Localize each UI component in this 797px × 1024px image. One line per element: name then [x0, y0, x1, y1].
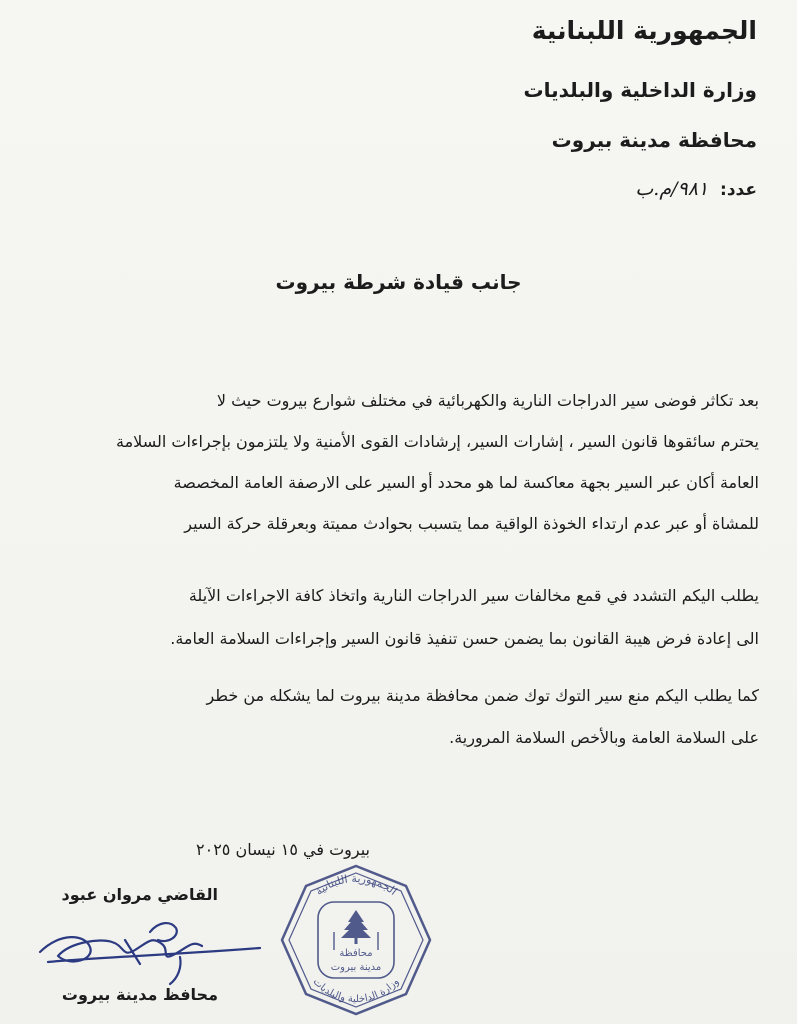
paragraph-line: يحترم سائقوها قانون السير ، إشارات السير، إرشادات القوى الأمنية ولا يلتزمون بإجراءات السلامة — [116, 432, 759, 451]
official-stamp — [276, 860, 436, 1020]
reference-number — [635, 178, 757, 200]
stamp-ring-bottom-text: وزارة الداخلية والبلديات — [310, 976, 402, 1006]
stamp-ring-top-text: الجمهورية اللبنانية — [312, 871, 400, 898]
paragraph-line: للمشاة أو عبر عدم ارتداء الخوذة الواقية مما يتسبب بحوادث مميتة وبعرقلة حركة السير — [184, 514, 759, 533]
paragraph-line: يطلب اليكم التشدد في قمع مخالفات سير الدراجات النارية واتخاذ كافة الاجراءات الآيلة — [188, 586, 759, 605]
paragraph-line: العامة أكان عبر السير بجهة معاكسة لما هو محدد أو السير على الارصفة العامة المخصصة — [173, 473, 759, 492]
signature-mark — [30, 912, 280, 987]
reference-value: ٩٨١/م.ب — [635, 178, 709, 200]
body-paragraph-3 — [29, 675, 759, 759]
body-paragraph-1 — [29, 380, 759, 544]
paragraph-line: كما يطلب اليكم منع سير التوك توك ضمن محافظة مدينة بيروت لما يشكله من خطر — [206, 686, 759, 705]
ministry-heading: وزارة الداخلية والبلديات — [523, 78, 757, 102]
stamp-center-line-1: محافظة — [339, 948, 373, 959]
reference-label: عدد: — [720, 180, 757, 200]
country-heading: الجمهورية اللبنانية — [531, 16, 757, 45]
signer-title: محافظ مدينة بيروت — [61, 985, 218, 1004]
paragraph-line: بعد تكاثر فوضى سير الدراجات النارية والكهربائية في مختلف شوارع بيروت حيث لا — [216, 391, 759, 410]
paragraph-line: على السلامة العامة وبالأخص السلامة المرورية. — [449, 728, 759, 747]
body-paragraph-2 — [29, 574, 759, 660]
recipient-heading: جانب قيادة شرطة بيروت — [275, 270, 522, 294]
governorate-heading: محافظة مدينة بيروت — [551, 128, 757, 152]
cedar-icon — [341, 910, 371, 944]
svg-text:الجمهورية اللبنانية — [313, 872, 400, 898]
date-line: بيروت في ١٥ نيسان ٢٠٢٥ — [196, 840, 370, 859]
paragraph-line: الى إعادة فرض هيبة القانون بما يضمن حسن تنفيذ قانون السير وإجراءات السلامة العامة. — [170, 629, 759, 648]
stamp-center-line-2: مدينة بيروت — [330, 962, 382, 973]
signer-name: القاضي مروان عبود — [61, 885, 218, 904]
